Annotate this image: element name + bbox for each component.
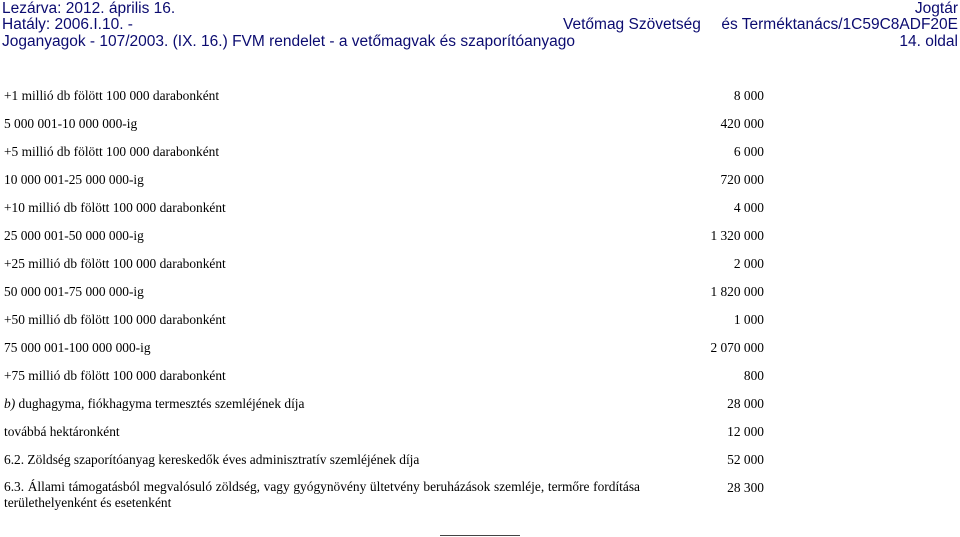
header-closed-date: Lezárva: 2012. április 16. xyxy=(2,0,176,17)
fee-value: 2 000 xyxy=(733,256,764,271)
fee-label: 50 000 001-75 000 000-ig xyxy=(4,284,144,299)
header-organization-id: és Terméktanács/1C59C8ADF20E xyxy=(721,16,958,33)
fee-row xyxy=(4,339,764,357)
fee-value: 800 xyxy=(743,368,764,383)
fee-value: 28 300 xyxy=(727,480,764,495)
fee-value: 6 000 xyxy=(733,144,764,159)
fee-value: 420 000 xyxy=(720,116,764,131)
fee-label: 6.3. Állami támogatásból megvalósuló zöldség, vagy gyógynövény ültetvény beruházások szemléje, termőre fordítása területhelyenként és esetenként xyxy=(4,479,640,510)
header-validity: Hatály: 2006.I.10. - xyxy=(2,16,133,33)
header-organization: Vetőmag Szövetség xyxy=(563,16,701,33)
fee-row xyxy=(4,199,764,217)
header-line-2 xyxy=(0,16,960,34)
fee-row xyxy=(4,311,764,329)
fee-value: 4 000 xyxy=(733,200,764,215)
header-source-name: Jogtár xyxy=(914,0,958,17)
fee-row xyxy=(4,451,764,469)
fee-label: +10 millió db fölött 100 000 darabonként xyxy=(4,200,226,215)
fee-row xyxy=(4,479,764,515)
fee-label: +1 millió db fölött 100 000 darabonként xyxy=(4,88,220,103)
fee-row xyxy=(4,255,764,273)
fee-value: 1 000 xyxy=(733,312,764,327)
fee-value: 1 820 000 xyxy=(710,284,764,299)
fee-row xyxy=(4,87,764,105)
fee-row xyxy=(4,395,764,413)
fee-row xyxy=(4,367,764,385)
item-marker: b) xyxy=(4,396,16,411)
fee-row xyxy=(4,423,764,441)
fee-label: +25 millió db fölött 100 000 darabonként xyxy=(4,256,226,271)
fee-row xyxy=(4,227,764,245)
fee-label: 10 000 001-25 000 000-ig xyxy=(4,172,144,187)
header-document-title: Joganyagok - 107/2003. (IX. 16.) FVM rendelet - a vetőmagvak és szaporítóanyago xyxy=(2,33,575,50)
fee-label: 25 000 001-50 000 000-ig xyxy=(4,228,144,243)
footer-divider xyxy=(440,535,520,536)
fee-label-text: dughagyma, fiókhagyma termesztés szemléjének díja xyxy=(18,396,305,411)
fee-value: 52 000 xyxy=(727,452,764,467)
fee-row xyxy=(4,171,764,189)
fee-value: 28 000 xyxy=(727,396,764,411)
fee-label: +5 millió db fölött 100 000 darabonként xyxy=(4,144,220,159)
fee-row xyxy=(4,283,764,301)
fee-label: +50 millió db fölött 100 000 darabonként xyxy=(4,312,226,327)
fee-label: 6.2. Zöldség szaporítóanyag kereskedők éves adminisztratív szemléjének díja xyxy=(4,452,420,467)
fee-value: 1 320 000 xyxy=(710,228,764,243)
fee-value: 2 070 000 xyxy=(710,340,764,355)
fee-label xyxy=(4,395,304,413)
fee-label: 5 000 001-10 000 000-ig xyxy=(4,116,138,131)
fee-value: 12 000 xyxy=(727,424,764,439)
fee-row xyxy=(4,115,764,133)
fee-value: 720 000 xyxy=(720,172,764,187)
fee-row xyxy=(4,143,764,161)
fee-label: 75 000 001-100 000 000-ig xyxy=(4,340,151,355)
header-line-3 xyxy=(0,33,960,51)
fee-label: továbbá hektáronként xyxy=(4,424,120,439)
header-page-number: 14. oldal xyxy=(899,33,958,50)
fee-value: 8 000 xyxy=(733,88,764,103)
fee-label: +75 millió db fölött 100 000 darabonként xyxy=(4,368,226,383)
